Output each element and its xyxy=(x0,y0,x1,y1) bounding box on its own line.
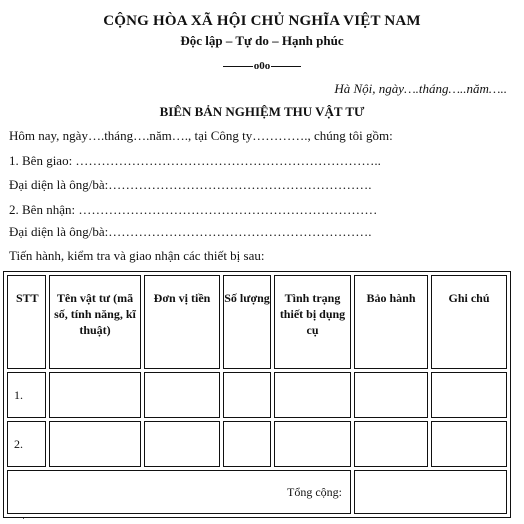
receiving-representative-line: Đại diện là ông/bà:……………………………………………………. xyxy=(9,224,372,239)
ornament-text: o0o xyxy=(253,60,271,72)
cell-material-name[interactable] xyxy=(49,372,141,418)
ornament-divider xyxy=(0,59,524,73)
header-notes: Ghi chú xyxy=(431,275,507,369)
cell-unit[interactable] xyxy=(144,421,220,467)
receiving-party-line: 2. Bên nhận: …………………………………………………………… xyxy=(9,202,378,217)
header-unit: Đơn vị tiền xyxy=(144,275,220,369)
row-stt: 2. xyxy=(7,421,46,467)
header-warranty: Bảo hành xyxy=(354,275,428,369)
header-quantity: Số lượng xyxy=(223,275,271,369)
table-total-row xyxy=(7,470,507,514)
cell-condition[interactable] xyxy=(274,372,351,418)
table-row xyxy=(7,421,507,467)
country-heading: CỘNG HÒA XÃ HỘI CHỦ NGHĨA VIỆT NAM xyxy=(103,13,421,29)
header-condition: Tình trạng thiết bị dụng cụ xyxy=(274,275,351,369)
cell-condition[interactable] xyxy=(274,421,351,467)
document-title: BIÊN BẢN NGHIỆM THU VẬT TƯ xyxy=(159,104,365,119)
materials-table xyxy=(3,271,511,518)
page-mark xyxy=(23,518,24,519)
table-header-row xyxy=(7,275,507,369)
place-date: Hà Nội, ngày….tháng…..năm….. xyxy=(334,81,507,96)
total-value-cell[interactable] xyxy=(354,470,507,514)
cell-warranty[interactable] xyxy=(354,372,428,418)
divider-line-right xyxy=(271,66,301,67)
row-stt: 1. xyxy=(7,372,46,418)
delivering-party-line: 1. Bên giao: …………………………………………………………….. xyxy=(9,153,381,168)
cell-warranty[interactable] xyxy=(354,421,428,467)
delivering-representative-line: Đại diện là ông/bà:……………………………………………………. xyxy=(9,177,372,192)
cell-material-name[interactable] xyxy=(49,421,141,467)
intro-line: Hôm nay, ngày….tháng….năm…., tại Công ty…………., chúng tôi gồm: xyxy=(9,128,393,143)
lead-in-line: Tiến hành, kiểm tra và giao nhận các thiết bị sau: xyxy=(9,248,265,263)
cell-notes[interactable] xyxy=(431,372,507,418)
cell-unit[interactable] xyxy=(144,372,220,418)
header-material-name: Tên vật tư (mã số, tính năng, kĩ thuật) xyxy=(49,275,141,369)
header-stt: STT xyxy=(7,275,46,369)
total-label: Tổng cộng: xyxy=(7,470,351,514)
cell-notes[interactable] xyxy=(431,421,507,467)
cell-quantity[interactable] xyxy=(223,372,271,418)
national-motto: Độc lập – Tự do – Hạnh phúc xyxy=(180,33,344,48)
cell-quantity[interactable] xyxy=(223,421,271,467)
table-row xyxy=(7,372,507,418)
divider-line-left xyxy=(223,66,253,67)
